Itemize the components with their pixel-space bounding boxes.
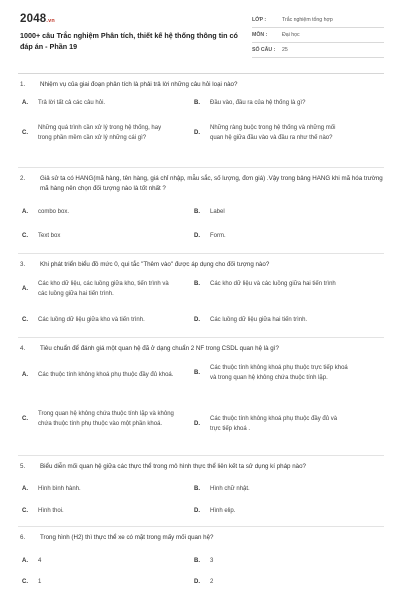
option-letter: B. (194, 281, 200, 287)
option-b[interactable] (194, 485, 364, 495)
option-b[interactable] (194, 280, 364, 290)
option-text: Các thuộc tính không khoá phụ thuộc đầy đủ và trực tiếp khoá . (210, 416, 338, 432)
question-separator (18, 337, 384, 338)
question-number: 6. (20, 534, 26, 541)
option-letter: C. (22, 317, 28, 323)
option-c[interactable] (22, 410, 192, 429)
option-letter: D. (194, 420, 200, 427)
option-letter: B. (194, 558, 200, 564)
question-body: Khi phát triển biểu đồ mức 0, qui tắc "Thêm vào" được áp dụng cho đối tượng nào? (40, 261, 270, 268)
option-text: 2 (210, 579, 214, 585)
option-b[interactable] (194, 99, 364, 109)
question-3 (18, 260, 384, 270)
option-letter: B. (194, 209, 200, 215)
site-logo[interactable] (20, 13, 55, 25)
option-letter: A. (22, 209, 28, 215)
question-text (18, 260, 384, 270)
option-d[interactable] (194, 232, 364, 242)
question-text (18, 174, 384, 194)
option-a[interactable] (22, 371, 192, 381)
meta-row-count (252, 43, 384, 58)
option-letter: B. (194, 486, 200, 492)
question-separator (18, 167, 384, 168)
logo-text: 2048 (20, 13, 47, 25)
option-c[interactable] (22, 578, 192, 588)
option-c[interactable] (22, 507, 192, 517)
option-text: Text box (38, 233, 61, 239)
option-letter: C. (22, 129, 28, 136)
option-letter: B. (194, 100, 200, 106)
option-d[interactable] (194, 415, 364, 434)
question-body: Trong hình (H2) thì thực thể xe có mặt trong mấy mối quan hệ? (40, 534, 214, 541)
option-text: Các kho dữ liệu, các luồng giữa kho, tiến trình và các luồng giữa hai tiến trình. (38, 281, 169, 297)
option-letter: C. (22, 508, 28, 514)
question-number: 1. (20, 81, 26, 88)
option-d[interactable] (194, 507, 364, 517)
question-2 (18, 174, 384, 194)
option-text: Hình bình hành. (38, 486, 81, 492)
option-letter: D. (194, 508, 200, 514)
meta-row-subject (252, 28, 384, 43)
option-letter: A. (22, 372, 28, 378)
option-d[interactable] (194, 124, 364, 143)
option-letter: A. (22, 558, 28, 564)
question-separator (18, 455, 384, 456)
option-c[interactable] (22, 124, 192, 143)
question-body: Nhiệm vụ của giai đoạn phân tích là phải trả lời những câu hỏi loại nào? (40, 81, 238, 88)
option-b[interactable] (194, 208, 364, 218)
option-text: Đầu vào, đầu ra của hệ thống là gì? (210, 100, 306, 106)
option-letter: B. (194, 369, 200, 376)
option-c[interactable] (22, 232, 192, 242)
option-letter: D. (194, 233, 200, 239)
option-a[interactable] (22, 208, 192, 218)
question-text (18, 80, 384, 90)
question-body: Biểu diễn mối quan hệ giữa các thực thể trong mô hình thực thể liên kết ta sử dụng kí pháp nào? (40, 463, 306, 470)
question-body: Tiêu chuẩn để đánh giá một quan hệ đã ở dạng chuẩn 2 NF trong CSDL quan hệ là gì? (40, 345, 279, 352)
question-text (18, 344, 384, 354)
question-number: 2. (20, 175, 26, 182)
option-a[interactable] (22, 99, 192, 109)
option-text: Các thuộc tính không khoá phụ thuộc đầy đủ khoá. (38, 372, 174, 378)
option-a[interactable] (22, 485, 192, 495)
question-6 (18, 533, 384, 543)
option-text: Những quá trình cần xử lý trong hệ thống, hay trong phần mềm cần xử lý những cái gì? (38, 125, 162, 141)
question-5 (18, 462, 384, 472)
option-text: Label (210, 209, 225, 215)
option-letter: A. (22, 100, 28, 106)
meta-key: LỚP : (252, 17, 267, 23)
question-body: Giả sử ta có HANG(mã hàng, tên hàng, giá chỉ nhập, mẫu sắc, số lượng, đơn giá) .Vậy trong bảng HANG khi mã hóa trường mã hàng nên chọn đối tượng nào là tốt nhất ? (40, 175, 383, 192)
option-letter: A. (22, 285, 28, 292)
question-separator (18, 526, 384, 527)
option-d[interactable] (194, 578, 364, 588)
option-a[interactable] (22, 280, 192, 299)
option-text: Trả lời tất cả các câu hỏi. (38, 100, 106, 106)
meta-table (252, 13, 384, 58)
option-text: Các luồng dữ liệu giữa kho và tiến trình. (38, 317, 145, 323)
question-text (18, 533, 384, 543)
option-a[interactable] (22, 557, 192, 567)
option-text: Form. (210, 233, 226, 239)
question-text (18, 462, 384, 472)
meta-value: Trắc nghiệm tổng hợp (282, 17, 333, 23)
option-text: Hình thoi. (38, 508, 64, 514)
option-c[interactable] (22, 316, 192, 326)
question-1 (18, 80, 384, 90)
option-letter: C. (22, 415, 28, 422)
option-b[interactable] (194, 557, 364, 567)
option-letter: D. (194, 129, 200, 136)
option-text: Hình elip. (210, 508, 236, 514)
option-text: Trong quan hệ không chứa thuộc tính lặp và không chứa thuộc tính phụ thuộc vào một phần khoá. (38, 411, 174, 427)
option-letter: C. (22, 233, 28, 239)
option-letter: C. (22, 579, 28, 585)
question-number: 4. (20, 345, 26, 352)
header-divider (18, 73, 384, 74)
meta-value: Đại học (282, 32, 300, 38)
option-b[interactable] (194, 364, 364, 383)
option-text: Những ràng buộc trong hệ thống và những mối quan hệ giữa đầu vào và đầu ra như thế nào? (210, 125, 336, 141)
option-text: combo box. (38, 209, 70, 215)
meta-row-class (252, 13, 384, 28)
option-d[interactable] (194, 316, 364, 326)
meta-value: 25 (282, 47, 288, 53)
option-text: Các thuộc tính không khoá phụ thuộc trực tiếp khoá và trong quan hệ không chứa thuộc tính lặp. (210, 365, 348, 381)
option-text: 1 (38, 579, 42, 585)
question-number: 3. (20, 261, 26, 268)
page-title: 1000+ câu Trắc nghiệm Phân tích, thiết kế hệ thống thông tin có đáp án - Phần 19 (20, 31, 238, 51)
option-text: Các kho dữ liệu và các luồng giữa hai tiến trình (210, 281, 336, 287)
question-separator (18, 253, 384, 254)
page-header (0, 0, 400, 70)
option-letter: A. (22, 486, 28, 492)
option-text: 4 (38, 558, 42, 564)
meta-key: MÔN : (252, 32, 268, 38)
option-letter: D. (194, 317, 200, 323)
logo-suffix: .vn (46, 18, 55, 24)
question-number: 5. (20, 463, 26, 470)
option-letter: D. (194, 579, 200, 585)
option-text: Hình chữ nhật. (210, 486, 250, 492)
option-text: 3 (210, 558, 214, 564)
meta-key: SỐ CÂU : (252, 47, 276, 53)
question-4 (18, 344, 384, 354)
option-text: Các luồng dữ liệu giữa hai tiến trình. (210, 317, 308, 323)
